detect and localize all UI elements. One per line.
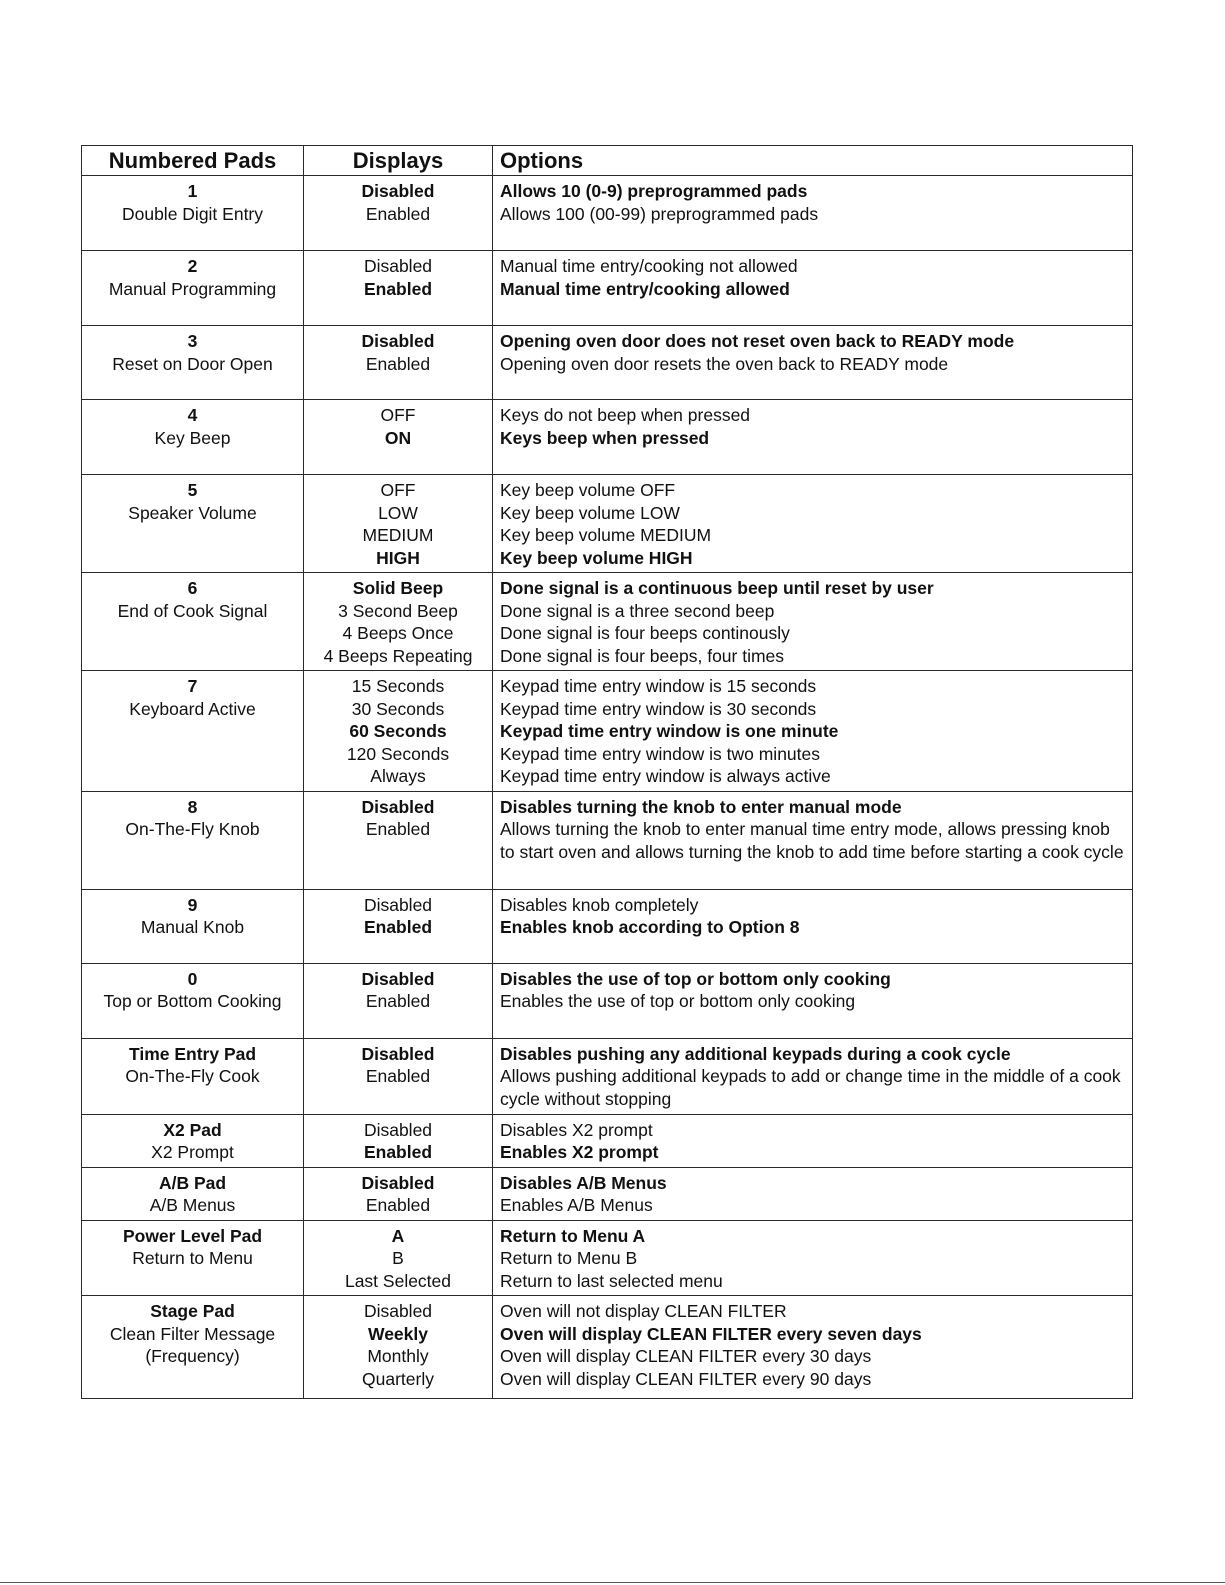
table-row [82,176,1133,251]
table-row [82,671,1133,792]
option-description: Disables A/B Menus [500,1172,667,1193]
pad-number: Power Level Pad [122,1225,263,1246]
option-description: Allows 10 (0-9) preprogrammed pads [500,181,808,201]
display-value: 4 Beeps Repeating [323,645,473,666]
option-description: Opening oven door resets the oven back to READY mode [500,353,949,374]
header-numbered-pads: Numbered Pads [82,146,304,176]
pad-number: 4 [187,405,198,425]
pad-number: 1 [187,181,198,201]
option-description: Allows pushing additional keypads to add or change time in the middle of a cook cycle without stopping [500,1066,1121,1109]
option-description: Keys beep when pressed [500,427,710,448]
pad-number: Stage Pad [150,1301,235,1321]
table-row [82,573,1133,671]
pad-description: (Frequency) [145,1346,240,1366]
table-row [82,326,1133,400]
pad-number: A/B Pad [158,1172,227,1193]
table-row [82,1038,1133,1114]
displays-cell [304,791,493,889]
display-value: Disabled [361,1172,435,1193]
table-row [82,1296,1133,1399]
option-description: Key beep volume MEDIUM [500,525,712,545]
option-description: Return to last selected menu [500,1270,723,1291]
options-cell [493,963,1133,1038]
display-value: Enabled [365,1195,431,1215]
option-description: Key beep volume LOW [500,502,680,523]
pad-description: Double Digit Entry [121,203,264,224]
options-cell [493,1220,1133,1296]
display-value: Disabled [363,894,433,915]
option-description: Done signal is a three second beep [500,600,775,621]
display-value: 4 Beeps Once [342,623,454,643]
table-row [82,1114,1133,1167]
header-options: Options [493,146,1133,176]
display-value: Disabled [361,968,435,989]
table-row [82,251,1133,326]
pad-description: A/B Menus [149,1195,236,1215]
pad-description: Reset on Door Open [112,353,273,374]
options-cell [493,326,1133,400]
displays-cell [304,475,493,573]
display-value: LOW [378,502,418,523]
option-description: Enables knob according to Option 8 [500,917,800,937]
option-description: Disables X2 prompt [500,1119,653,1140]
option-description: Manual time entry/cooking allowed [500,278,790,299]
pad-number: 8 [187,796,198,817]
option-description: Oven will display CLEAN FILTER every 30 days [500,1346,872,1366]
displays-cell [304,1114,493,1167]
pad-number: 3 [187,331,198,351]
display-value: Disabled [363,256,433,276]
display-value: Monthly [367,1346,429,1366]
pad-description: Manual Knob [140,917,245,937]
pad-cell [82,176,304,251]
option-description: Key beep volume OFF [500,480,676,500]
display-value: Disabled [361,181,435,201]
option-description: Keypad time entry window is one minute [500,721,839,741]
table-row [82,889,1133,963]
option-description: Done signal is four beeps continously [500,623,790,643]
display-value: Weekly [368,1323,428,1344]
option-description: Enables A/B Menus [500,1195,653,1215]
pad-description: Return to Menu [132,1248,253,1268]
display-value: Enabled [365,203,431,224]
display-value: Enabled [365,819,431,839]
table-row [82,1220,1133,1296]
displays-cell [304,671,493,792]
page-bottom-rule [0,1582,1225,1583]
displays-cell [304,889,493,963]
options-cell [493,1038,1133,1114]
pad-cell [82,251,304,326]
option-description: Done signal is four beeps, four times [500,645,785,666]
display-value: Disabled [363,1301,433,1321]
pad-cell [82,326,304,400]
pad-description: On-The-Fly Knob [125,819,260,839]
option-description: Enables X2 prompt [500,1142,659,1162]
display-value: Last Selected [344,1270,452,1291]
table-row [82,400,1133,475]
displays-cell [304,1167,493,1220]
table-row [82,963,1133,1038]
option-description: Disables knob completely [500,894,699,915]
pad-cell [82,400,304,475]
option-description: Oven will not display CLEAN FILTER [500,1301,787,1321]
options-cell [493,573,1133,671]
displays-cell [304,251,493,326]
display-value: Disabled [361,796,435,817]
pad-cell [82,963,304,1038]
option-description: Oven will display CLEAN FILTER every seven days [500,1323,922,1344]
options-cell [493,251,1133,326]
table-row [82,791,1133,889]
option-description: Return to Menu B [500,1248,638,1268]
options-cell [493,1296,1133,1399]
display-value: Enabled [365,353,431,374]
displays-cell [304,400,493,475]
displays-cell [304,326,493,400]
pad-number: Time Entry Pad [128,1043,257,1064]
display-value: Always [370,766,426,786]
display-value: Enabled [365,1066,431,1086]
display-value: HIGH [376,547,420,568]
option-description: Key beep volume HIGH [500,547,693,568]
display-value: MEDIUM [362,525,434,545]
display-value: ON [384,427,412,448]
pad-description: Top or Bottom Cooking [103,991,282,1011]
table-body [82,176,1133,1399]
pad-description: End of Cook Signal [117,600,268,621]
option-description: Enables the use of top or bottom only cooking [500,991,856,1011]
display-value: OFF [380,480,416,500]
option-description: Return to Menu A [500,1225,646,1246]
pad-cell [82,671,304,792]
pad-cell [82,1296,304,1399]
header-displays: Displays [304,146,493,176]
display-value: Disabled [363,1119,433,1140]
display-value: OFF [380,405,416,425]
display-value: 120 Seconds [346,743,450,764]
pad-cell [82,889,304,963]
display-value: 60 Seconds [349,721,447,741]
pad-description: Key Beep [154,427,231,448]
display-value: Enabled [363,278,433,299]
displays-cell [304,1296,493,1399]
option-description: Keypad time entry window is 15 seconds [500,676,817,696]
pad-number: 2 [187,256,198,276]
display-value: Quarterly [362,1368,434,1389]
option-description: Keypad time entry window is always active [500,766,831,786]
displays-cell [304,1038,493,1114]
pad-description: Keyboard Active [129,698,256,719]
display-value: 15 Seconds [351,676,445,696]
pad-description: Clean Filter Message [109,1323,276,1344]
displays-cell [304,963,493,1038]
display-value: Solid Beep [352,578,444,598]
pad-description: X2 Prompt [151,1142,234,1162]
option-description: Disables pushing any additional keypads during a cook cycle [500,1043,1011,1064]
pad-cell [82,1220,304,1296]
display-value: Enabled [365,991,431,1011]
option-description: Done signal is a continuous beep until reset by user [500,578,934,598]
pad-cell [82,1038,304,1114]
pad-cell [82,791,304,889]
pad-description: On-The-Fly Cook [125,1066,260,1086]
options-cell [493,791,1133,889]
pad-number: 5 [187,480,198,500]
options-cell [493,889,1133,963]
pad-cell [82,1167,304,1220]
options-cell [493,1167,1133,1220]
pad-description: Manual Programming [108,278,277,299]
display-value: Enabled [363,1142,433,1162]
options-cell [493,671,1133,792]
options-cell [493,176,1133,251]
display-value: B [392,1248,404,1268]
options-cell [493,475,1133,573]
pad-number: 6 [187,578,198,598]
display-value: Disabled [361,1043,435,1064]
display-value: A [391,1225,405,1246]
pad-number: 0 [187,968,198,989]
option-description: Manual time entry/cooking not allowed [500,256,798,276]
table-header-row [82,146,1133,176]
option-description: Disables turning the knob to enter manual mode [500,796,902,817]
settings-table [81,145,1133,1399]
pad-cell [82,475,304,573]
pad-description: Speaker Volume [128,502,257,523]
pad-cell [82,573,304,671]
option-description: Oven will display CLEAN FILTER every 90 days [500,1368,872,1389]
pad-number: 9 [187,894,198,915]
table-row [82,475,1133,573]
display-value: Disabled [361,331,435,351]
pad-number: 7 [187,676,198,696]
pad-number: X2 Pad [163,1119,222,1140]
display-value: Enabled [363,917,433,937]
options-cell [493,1114,1133,1167]
option-description: Keys do not beep when pressed [500,405,751,425]
settings-table-container [81,145,1132,1399]
option-description: Keypad time entry window is two minutes [500,743,820,764]
options-cell [493,400,1133,475]
option-description: Allows turning the knob to enter manual time entry mode, allows pressing knob to start oven and allows turning the knob to add time before starting a cook cycle [500,819,1124,862]
option-description: Keypad time entry window is 30 seconds [500,698,817,719]
display-value: 3 Second Beep [338,600,458,621]
displays-cell [304,573,493,671]
option-description: Opening oven door does not reset oven back to READY mode [500,331,1015,351]
displays-cell [304,1220,493,1296]
displays-cell [304,176,493,251]
pad-cell [82,1114,304,1167]
table-row [82,1167,1133,1220]
option-description: Allows 100 (00-99) preprogrammed pads [500,203,819,224]
option-description: Disables the use of top or bottom only cooking [500,968,891,989]
display-value: 30 Seconds [351,698,445,719]
